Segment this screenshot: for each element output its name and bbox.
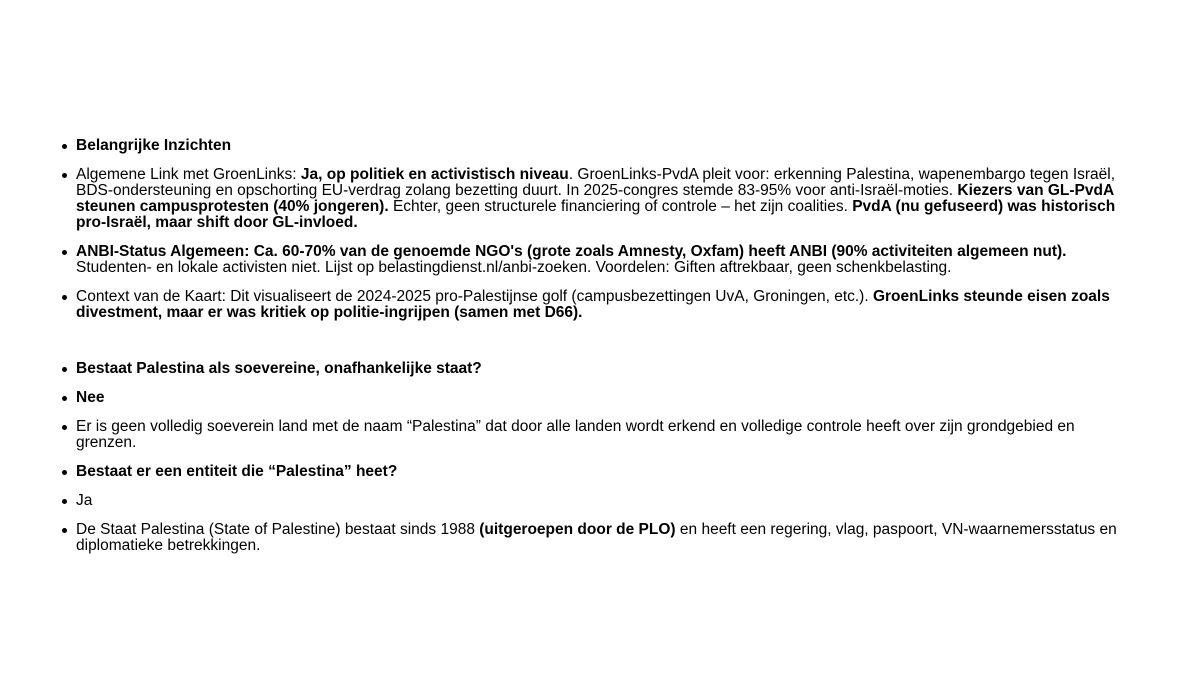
link-text-1: . GroenLinks-PvdA pleit voor: erkenning Palestina, wapenembargo tegen Israël, BDS-ondersteuning en opschorting EU-verdrag zolang bezetting duurt. In 2025-congres stemde 83-95% voor anti-Israël-moties. (76, 166, 1116, 199)
question-2: Bestaat er een entiteit die “Palestina” heet? (76, 463, 398, 480)
explanation-2-text-2: en heeft een regering, vlag, paspoort, VN-waarnemersstatus en diplomatieke betrekkingen. (76, 521, 1117, 554)
insights-heading: Belangrijke Inzichten (76, 137, 232, 154)
context-bold: GroenLinks steunde eisen zoals divestment, maar er was kritiek op politie-ingrijpen (samen met D66). (76, 288, 1110, 321)
explanation-2-text-1: De Staat Palestina (State of Palestine) bestaat sinds 1988 (76, 521, 480, 538)
link-bold-2: Kiezers van GL-PvdA steunen campusprotesten (40% jongeren). (76, 182, 1114, 215)
list-item-question-1 (76, 361, 1126, 377)
explanation-1: Er is geen volledig soeverein land met de naam “Palestina” dat door alle landen wordt erkend en volledige controle heeft over zijn grondgebied en grenzen. (76, 418, 1075, 451)
list-item-answer-2 (76, 493, 1126, 509)
context-text: Context van de Kaart: Dit visualiseert de 2024-2025 pro-Palestijnse golf (campusbezettingen UvA, Groningen, etc.). (76, 288, 873, 305)
link-bold-1: Ja, op politiek en activistisch niveau (300, 166, 569, 183)
list-item-anbi-status (76, 244, 1126, 276)
list-item-answer-1 (76, 390, 1126, 406)
anbi-text: Studenten- en lokale activisten niet. Lijst op belastingdienst.nl/anbi-zoeken. Voordelen: Giften aftrekbaar, geen schenkbelasting. (76, 259, 952, 276)
link-label: Algemene Link met GroenLinks: (76, 166, 301, 183)
link-bold-3: PvdA (nu gefuseerd) was historisch pro-Israël, maar shift door GL-invloed. (76, 198, 1116, 231)
list-item-explanation-1 (76, 419, 1126, 451)
list-item-explanation-2 (76, 522, 1126, 554)
insights-list (76, 138, 1126, 334)
explanation-2-bold: (uitgeroepen door de PLO) (479, 521, 676, 538)
statehood-list (76, 361, 1126, 567)
list-item-groenlinks-link (76, 167, 1126, 231)
list-item-map-context (76, 289, 1126, 321)
list-item-question-2 (76, 464, 1126, 480)
question-1: Bestaat Palestina als soevereine, onafhankelijke staat? (76, 360, 482, 377)
answer-2: Ja (76, 492, 93, 509)
anbi-bold: ANBI-Status Algemeen: Ca. 60-70% van de genoemde NGO's (grote zoals Amnesty, Oxfam) heeft ANBI (90% activiteiten algemeen nut). (76, 243, 1067, 260)
list-item-heading (76, 138, 1126, 154)
answer-1: Nee (76, 389, 105, 406)
link-text-2: Echter, geen structurele financiering of controle – het zijn coalities. (388, 198, 853, 215)
